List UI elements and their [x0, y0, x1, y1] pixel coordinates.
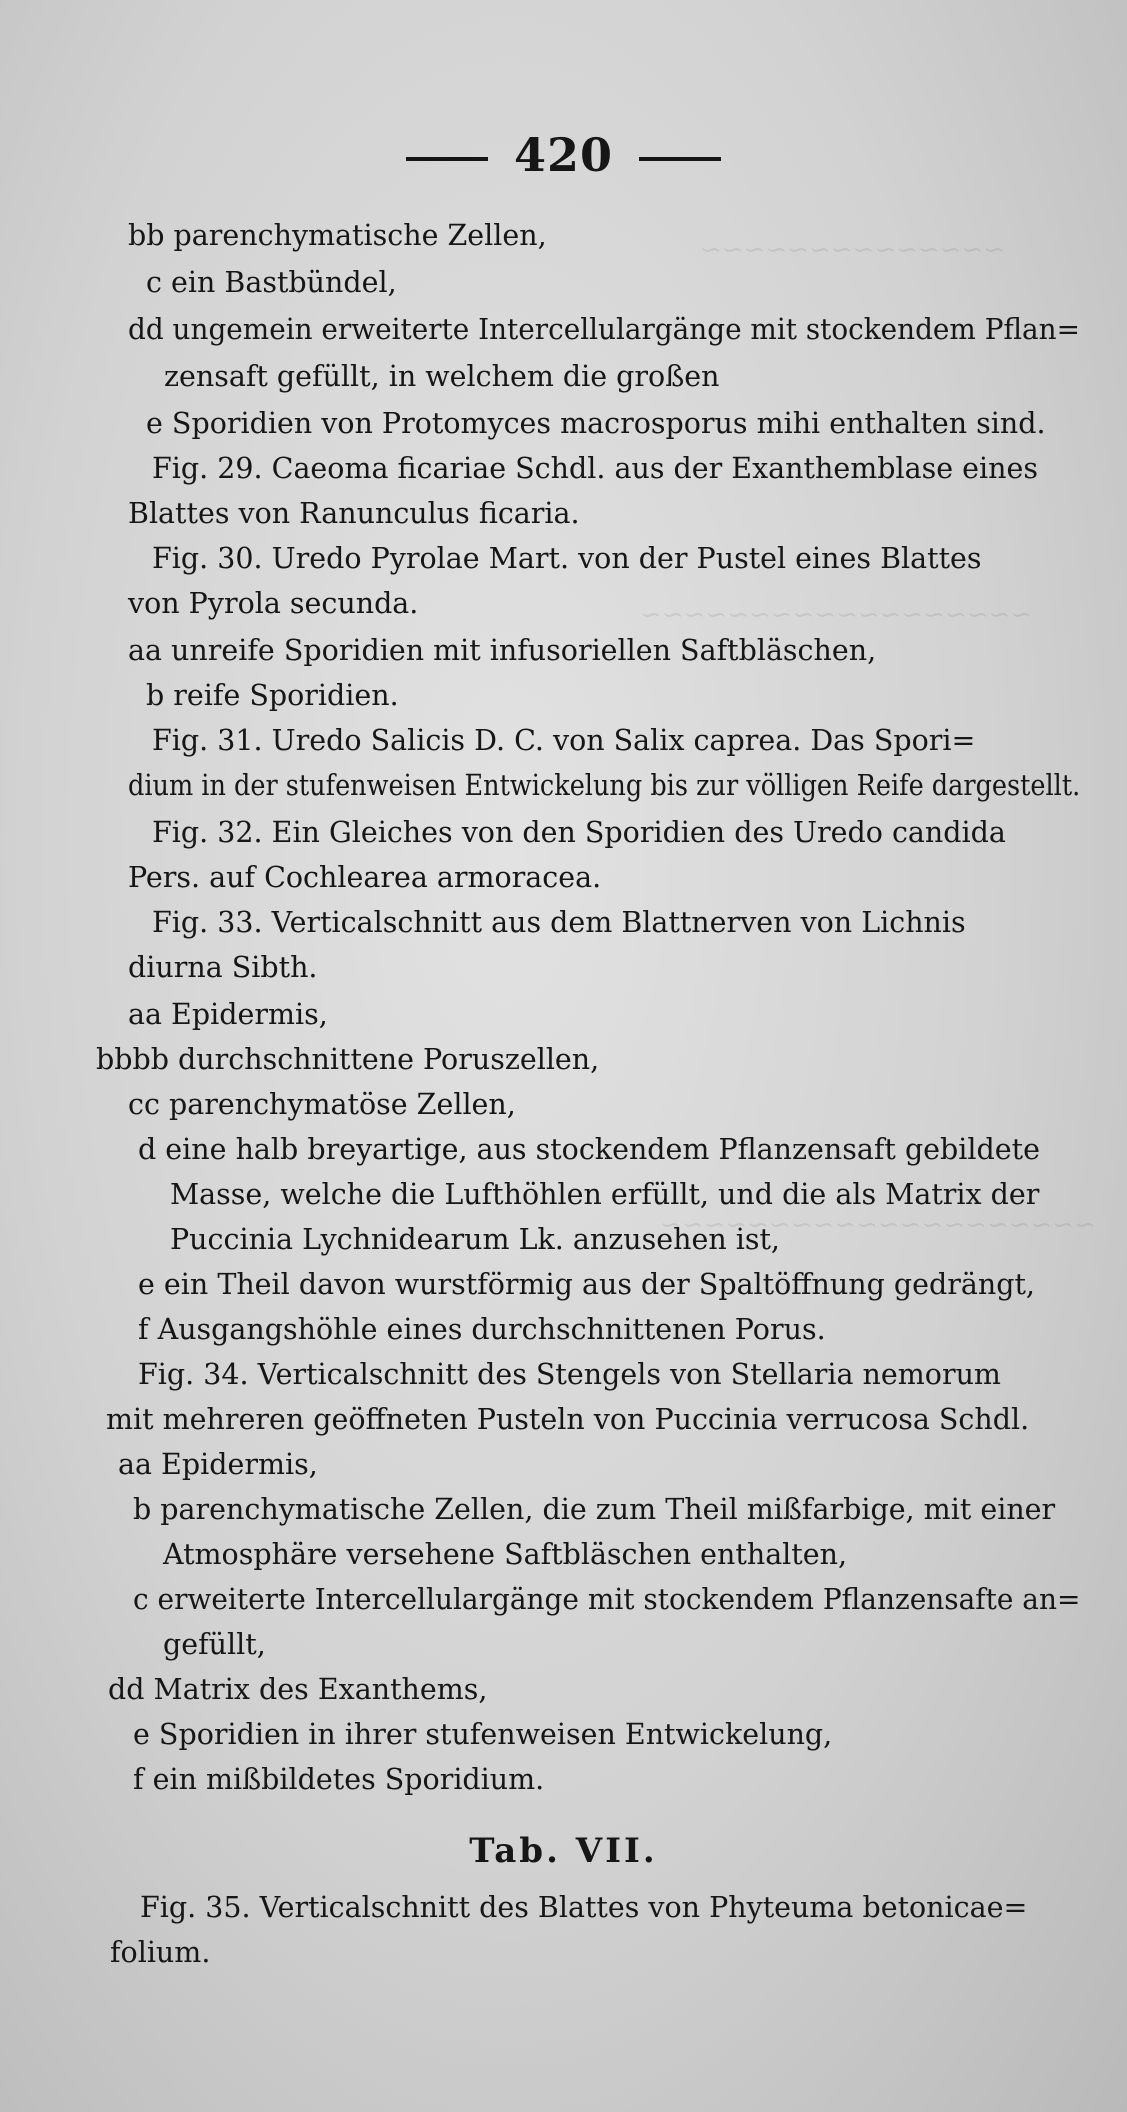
text-line: folium.: [110, 1936, 211, 1969]
text-line: e Sporidien von Protomyces macrosporus mihi enthalten sind.: [146, 407, 1046, 440]
text-line: gefüllt,: [163, 1628, 266, 1661]
text-line: e ein Theil davon wurstförmig aus der Spaltöffnung gedrängt,: [138, 1268, 1035, 1301]
text-line: Fig. 32. Ein Gleiches von den Sporidien des Uredo candida: [152, 816, 1006, 849]
text-line: bb parenchymatische Zellen,: [128, 219, 547, 252]
text-line: aa unreife Sporidien mit infusoriellen Saftbläschen,: [128, 634, 877, 667]
text-line: diurna Sibth.: [128, 951, 318, 984]
text-line: Puccinia Lychnidearum Lk. anzusehen ist,: [170, 1223, 780, 1256]
text-line: Masse, welche die Lufthöhlen erfüllt, und die als Matrix der: [170, 1178, 1040, 1211]
text-line: cc parenchymatöse Zellen,: [128, 1088, 516, 1121]
text-line: Fig. 31. Uredo Salicis D. C. von Salix caprea. Das Spori=: [152, 724, 976, 757]
bleed-through-mark: ~~~~~~~~~~~~~~: [700, 235, 1005, 265]
right-dash: [639, 157, 721, 161]
page-number: 420: [513, 128, 614, 182]
text-line: f Ausgangshöhle eines durchschnittenen Porus.: [138, 1313, 826, 1346]
bleed-through-mark: ~~~~~~~~~~~~~~~~~~: [640, 600, 1033, 630]
text-line: aa Epidermis,: [128, 998, 328, 1031]
text-line: c erweiterte Intercellulargänge mit stockendem Pflanzensafte an=: [133, 1583, 1081, 1616]
bleed-through-mark: ~~~~~~~~~~~~~~~~~~~~: [660, 1210, 1096, 1240]
text-line: c ein Bastbündel,: [146, 266, 397, 299]
text-line: b reife Sporidien.: [146, 679, 399, 712]
text-line: Fig. 29. Caeoma ficariae Schdl. aus der Exanthemblase eines: [152, 452, 1038, 485]
text-line: e Sporidien in ihrer stufenweisen Entwickelung,: [133, 1718, 833, 1751]
text-line: dd ungemein erweiterte Intercellulargänge mit stockendem Pflan=: [128, 313, 1080, 346]
text-line: bbbb durchschnittene Poruszellen,: [96, 1043, 600, 1076]
text-line: Fig. 34. Verticalschnitt des Stengels von Stellaria nemorum: [138, 1358, 1001, 1391]
left-dash: [406, 157, 488, 161]
page-header: [0, 128, 1127, 182]
text-line: Atmosphäre versehene Saftbläschen enthalten,: [163, 1538, 848, 1571]
text-line: Fig. 30. Uredo Pyrolae Mart. von der Pustel eines Blattes: [152, 542, 982, 575]
text-line: von Pyrola secunda.: [128, 587, 419, 620]
text-line: b parenchymatische Zellen, die zum Theil mißfarbige, mit einer: [133, 1493, 1056, 1526]
text-line: dium in der stufenweisen Entwickelung bis zur völligen Reife dargestellt.: [128, 769, 1081, 802]
text-line: d eine halb breyartige, aus stockendem Pflanzensaft gebildete: [138, 1133, 1040, 1166]
text-line: Blattes von Ranunculus ficaria.: [128, 497, 580, 530]
text-line: dd Matrix des Exanthems,: [108, 1673, 488, 1706]
text-line: Pers. auf Cochlearea armoracea.: [128, 861, 602, 894]
text-line: mit mehreren geöffneten Pusteln von Puccinia verrucosa Schdl.: [106, 1403, 1030, 1436]
text-line: Fig. 33. Verticalschnitt aus dem Blattnerven von Lichnis: [152, 906, 966, 939]
text-line: Fig. 35. Verticalschnitt des Blattes von Phyteuma betonicae=: [140, 1891, 1028, 1924]
text-line: aa Epidermis,: [118, 1448, 318, 1481]
text-line: zensaft gefüllt, in welchem die großen: [164, 360, 720, 393]
text-line: f ein mißbildetes Sporidium.: [133, 1763, 545, 1796]
section-heading: Tab. VII.: [469, 1831, 658, 1871]
